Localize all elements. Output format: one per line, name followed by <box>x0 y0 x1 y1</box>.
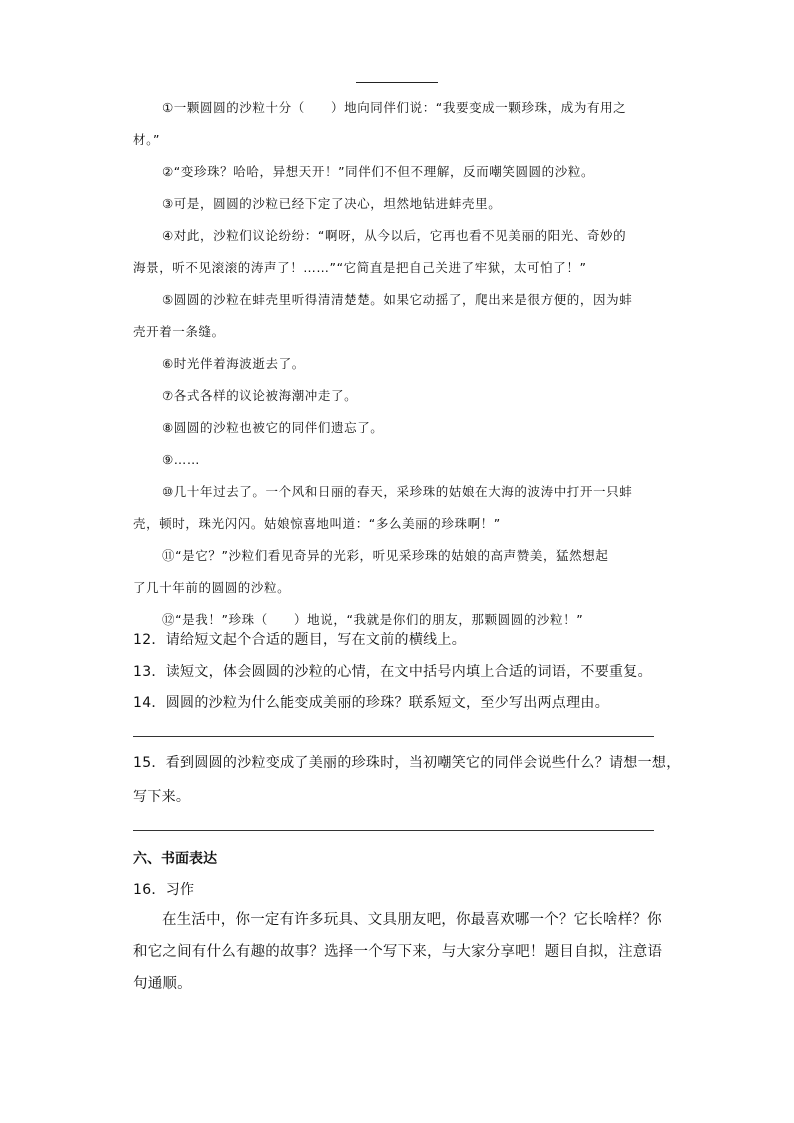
story-line: ⑨…… <box>162 452 201 467</box>
answer-line-15[interactable] <box>133 830 654 831</box>
story-line: ⑪“是它？”沙粒们看见奇异的光彩，听见采珍珠的姑娘的高声赞美，猛然想起 <box>162 548 609 563</box>
story-line: 壳，顿时，珠光闪闪。姑娘惊喜地叫道：“多么美丽的珍珠啊！” <box>133 516 501 531</box>
answer-line-14[interactable] <box>133 736 654 737</box>
story-line: ⑩几十年过去了。一个风和日丽的春天，采珍珠的姑娘在大海的波涛中打开一只蚌 <box>162 484 633 499</box>
question-16: 16．习作 <box>133 882 195 898</box>
story-line: 了几十年前的圆圆的沙粒。 <box>133 580 291 595</box>
story-line: ②“变珍珠？哈哈，异想天开！”同伴们不但不理解，反而嘲笑圆圆的沙粒。 <box>162 164 595 179</box>
story-line: 壳开着一条缝。 <box>133 324 225 339</box>
story-line: ①一颗圆圆的沙粒十分（ ）地向同伴们说：“我要变成一颗珍珠，成为有用之 <box>162 100 627 115</box>
writing-prompt: 在生活中，你一定有许多玩具、文具朋友吧，你最喜欢哪一个？它长啥样？你和它之间有什么有趣的故事？选择一个写下来，与大家分享吧！题目自拟，注意语句通顺。 <box>133 912 663 992</box>
story-line: ⑤圆圆的沙粒在蚌壳里听得清清楚楚。如果它动摇了，爬出来是很方便的，因为蚌 <box>162 292 633 307</box>
story-line: ⑦各式各样的议论被海潮冲走了。 <box>162 388 358 403</box>
story-text <box>133 92 663 636</box>
story-line: 海景，听不见滚滚的涛声了！……”“它简直是把自己关进了牢狱，太可怕了！” <box>133 260 587 275</box>
story-line: 材。” <box>133 132 161 147</box>
question-15-line2: 写下来。 <box>133 789 191 805</box>
question-12: 12．请给短文起个合适的题目，写在文前的横线上。 <box>133 632 467 648</box>
question-15-line1: 15．看到圆圆的沙粒变成了美丽的珍珠时，当初嘲笑它的同伴会说些什么？请想一想， <box>133 755 681 771</box>
story-line: ⑧圆圆的沙粒也被它的同伴们遗忘了。 <box>162 420 384 435</box>
story-line: ③可是，圆圆的沙粒已经下定了决心，坦然地钻进蚌壳里。 <box>162 196 502 211</box>
title-blank-line[interactable] <box>356 82 438 83</box>
question-13: 13．读短文，体会圆圆的沙粒的心情，在文中括号内填上合适的词语，不要重复。 <box>133 664 652 680</box>
story-line: ④对此，沙粒们议论纷纷：“啊呀，从今以后，它再也看不见美丽的阳光、奇妙的 <box>162 228 627 243</box>
story-line: ⑫“是我！”珍珠（ ）地说，“我就是你们的朋友，那颗圆圆的沙粒！” <box>162 612 584 627</box>
question-14: 14．圆圆的沙粒为什么能变成美丽的珍珠？联系短文，至少写出两点理由。 <box>133 695 610 711</box>
story-line: ⑥时光伴着海波逝去了。 <box>162 356 305 371</box>
section-heading: 六、书面表达 <box>133 851 217 867</box>
